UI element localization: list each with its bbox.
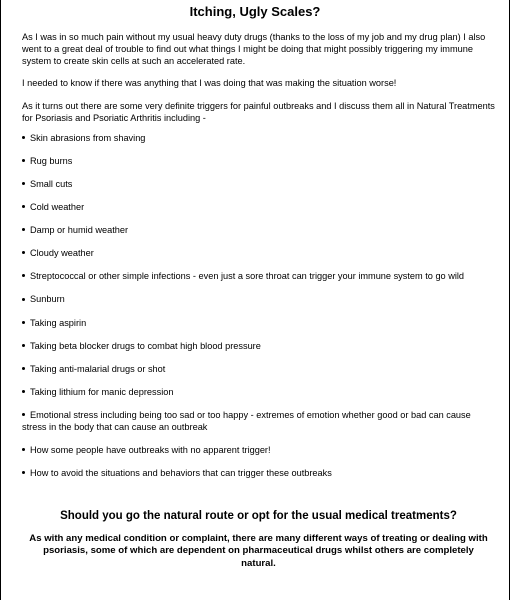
list-item bbox=[22, 133, 495, 145]
list-item bbox=[22, 156, 495, 168]
bullet-icon bbox=[22, 274, 25, 277]
list-item-text: Rug burns bbox=[30, 155, 73, 166]
paragraph-triggers: As it turns out there are some very definite triggers for painful outbreaks and I discuss them all in Natural Treatments for Psoriasis and Psoriatic Arthritis including - bbox=[22, 101, 495, 123]
list-item-text: Damp or humid weather bbox=[30, 225, 129, 236]
list-item bbox=[22, 248, 495, 260]
bullet-icon bbox=[22, 321, 25, 324]
list-item bbox=[22, 271, 495, 283]
bullet-icon bbox=[22, 298, 25, 301]
bullet-icon bbox=[22, 448, 25, 451]
list-item bbox=[22, 410, 495, 434]
bullet-icon bbox=[22, 390, 25, 393]
page-title: Itching, Ugly Scales? bbox=[189, 4, 321, 19]
article-body bbox=[1, 32, 509, 570]
list-item-text: Skin abrasions from shaving bbox=[30, 132, 146, 143]
bullet-icon bbox=[22, 205, 25, 208]
bullet-icon bbox=[22, 367, 25, 370]
bullet-icon bbox=[22, 344, 25, 347]
list-item-text: Cloudy weather bbox=[30, 248, 94, 259]
list-item-text: Cold weather bbox=[30, 202, 85, 213]
section-heading: Should you go the natural route or opt for the usual medical treatments? bbox=[60, 509, 457, 522]
list-item bbox=[22, 318, 495, 330]
bullet-icon bbox=[22, 413, 25, 416]
list-item bbox=[22, 364, 495, 376]
list-item bbox=[22, 294, 495, 306]
list-item bbox=[22, 468, 495, 480]
list-item bbox=[22, 202, 495, 214]
list-item-text: Taking lithium for manic depression bbox=[30, 386, 174, 397]
bullet-icon bbox=[22, 182, 25, 185]
list-item-text: Taking anti-malarial drugs or shot bbox=[30, 363, 166, 374]
list-item-text: How to avoid the situations and behaviors that can trigger these outbreaks bbox=[30, 467, 332, 478]
list-item-text: Taking beta blocker drugs to combat high blood pressure bbox=[30, 340, 261, 351]
paragraph-need-to-know: I needed to know if there was anything that I was doing that was making the situation worse! bbox=[22, 78, 397, 89]
list-item-text: Streptococcal or other simple infections - even just a sore throat can trigger your immune system to go wild bbox=[30, 271, 465, 282]
list-item-text: Emotional stress including being too sad or too happy - extremes of emotion whether good or bad can cause stress in the body that can cause an outbreak bbox=[22, 409, 471, 432]
paragraph-bold-intro: As with any medical condition or complaint, there are many different ways of treating or dealing with psoriasis, some of which are dependent on pharmaceutical drugs whilst others are completely natural. bbox=[29, 532, 488, 569]
bullet-icon bbox=[22, 228, 25, 231]
bullet-icon bbox=[22, 136, 25, 139]
list-item bbox=[22, 341, 495, 353]
paragraph-intro: As I was in so much pain without my usual heavy duty drugs (thanks to the loss of my job and my drug plan) I also went to a great deal of trouble to find out what things I might be doing that might possibly triggering my immune system to create skin cells at such an accelerated rate. bbox=[22, 32, 486, 66]
list-item bbox=[22, 179, 495, 191]
bullet-icon bbox=[22, 471, 25, 474]
list-item bbox=[22, 387, 495, 399]
list-item-text: Taking aspirin bbox=[30, 317, 87, 328]
trigger-list bbox=[22, 133, 495, 480]
bullet-icon bbox=[22, 159, 25, 162]
list-item bbox=[22, 225, 495, 237]
list-item-text: Sunburn bbox=[30, 294, 65, 305]
bullet-icon bbox=[22, 251, 25, 254]
list-item-text: Small cuts bbox=[30, 178, 73, 189]
list-item-text: How some people have outbreaks with no apparent trigger! bbox=[30, 444, 271, 455]
list-item bbox=[22, 445, 495, 457]
